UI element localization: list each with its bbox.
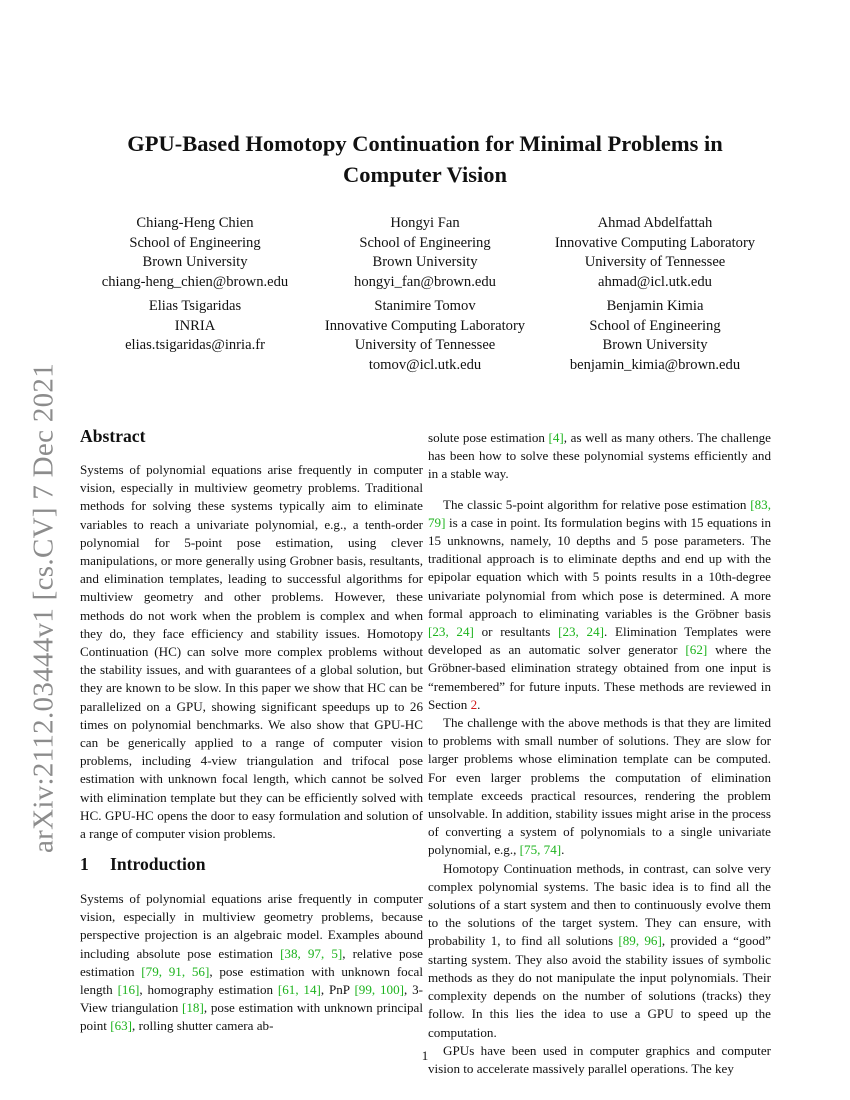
author-tsigaridas	[80, 297, 310, 375]
section-title: Introduction	[110, 854, 206, 874]
author-row-1	[80, 214, 770, 292]
page-number: 1	[421, 1048, 429, 1063]
citation-link[interactable]: [63]	[110, 1018, 133, 1034]
text-run: where the Gröbner-based elimination strategy obtained from one input is “remembered” for future inputs. These methods are reviewed in Section	[428, 642, 772, 712]
text-run: The challenge with the above methods is that they are limited to problems with small number of solutions. They are slow for larger problems whose elimination template can be computed. For even larger problems the computation of elimination template exceeds practical resources, rendering the problem unsolvable. In addition, stability issues might arise in the process of converting a system of polynomials to a single univariate polynomial, e.g.,	[428, 715, 771, 858]
paragraph-homotopy	[428, 860, 771, 1042]
author-row-2	[80, 297, 770, 375]
citation-link[interactable]: [23, 24]	[428, 624, 474, 640]
citation-link[interactable]: [62]	[685, 642, 708, 658]
text-run: , 3-View triangulation	[80, 982, 423, 1016]
author-email: chiang-heng_chien@brown.edu	[101, 273, 289, 290]
citation-link[interactable]: [89, 96]	[618, 933, 662, 949]
paragraph-5-point	[428, 496, 771, 714]
text-run: . Elimination Templates were developed as an automatic solver generator	[428, 624, 771, 658]
citation-link[interactable]: [16]	[117, 982, 140, 998]
text-run: , pose estimation with unknown focal length	[80, 963, 423, 998]
author-name: Chiang-Heng Chien	[136, 215, 254, 231]
text-run: .	[477, 696, 481, 712]
author-kimia	[540, 297, 770, 375]
author-email: benjamin_kimia@brown.edu	[569, 356, 741, 373]
text-run: , provided a “good” starting system. They also avoid the stability issues of symbolic methods as they do not manipulate the input polynomials. Their complexity depends on the number of solutions (tracks) they follow. In this lies the idea to use a GPU to speed up the computation.	[428, 933, 771, 1040]
author-institution: Brown University	[602, 337, 708, 353]
author-name: Ahmad Abdelfattah	[597, 215, 713, 231]
author-email: ahmad@icl.utk.edu	[598, 273, 712, 290]
section-link[interactable]: 2	[470, 696, 478, 712]
continued-paragraph	[428, 429, 771, 484]
author-block	[80, 214, 770, 375]
introduction-body	[80, 890, 423, 1036]
author-fan	[310, 214, 540, 292]
author-affiliation: School of Engineering	[359, 234, 491, 251]
author-name: Hongyi Fan	[390, 215, 460, 231]
author-email: tomov@icl.utk.edu	[368, 356, 482, 373]
text-run: Systems of polynomial equations arise frequently in computer vision, especially in multiview geometry problems, because perspective projection is an algebraic model. Examples abound including absolute pose estimation	[80, 891, 423, 961]
author-tomov	[310, 297, 540, 375]
text-run: , PnP	[320, 982, 350, 998]
text-run: is a case in point. Its formulation begins with 15 equations in 15 unknowns, namely, 10 depths and 5 pose parameters. The traditional approach is to eliminate depths and end up with the epipolar equation which with 5 points results in a 10th-degree univariate polynomial from which pose is determined. A more formal approach to eliminating variables is the Gröbner basis	[428, 514, 772, 621]
text-run: solute pose estimation	[428, 430, 545, 445]
author-affiliation: School of Engineering	[129, 234, 261, 251]
author-affiliation: INRIA	[174, 317, 216, 334]
citation-link[interactable]: [83, 79]	[428, 496, 771, 530]
paragraph-gap	[428, 484, 771, 496]
author-affiliation: Innovative Computing Laboratory	[554, 234, 756, 251]
text-run: Homotopy Continuation methods, in contrast, can solve very complex polynomial systems. The basic idea is to find all the solutions of a start system and then to continuously evolve them to the solutions of the target system. They can ensure, with probability 1, to find all solutions	[428, 860, 771, 949]
arxiv-identifier: arXiv:2112.03444v1 [cs.CV] 7 Dec 2021	[27, 362, 60, 854]
abstract-body	[80, 461, 423, 843]
author-email: elias.tsigaridas@inria.fr	[125, 337, 265, 353]
citation-link[interactable]: [4]	[548, 430, 564, 445]
abstract-heading: Abstract	[80, 426, 146, 446]
section-number: 1	[80, 854, 89, 874]
citation-link[interactable]: [79, 91, 56]	[141, 963, 210, 979]
author-name: Stanimire Tomov	[374, 298, 476, 314]
text-run: , pose estimation with unknown principal point	[80, 1000, 423, 1034]
author-institution: University of Tennessee	[354, 337, 496, 353]
citation-link[interactable]: [99, 100]	[354, 982, 404, 998]
text-run: GPUs have been used in computer graphics and computer vision to accelerate massively parallel operations. The key	[428, 1042, 771, 1076]
paragraph-challenge	[428, 714, 771, 860]
author-name: Elias Tsigaridas	[148, 298, 242, 314]
text-run: The classic 5-point algorithm for relative pose estimation	[443, 496, 747, 512]
citation-link[interactable]: [38, 97, 5]	[280, 945, 343, 961]
author-institution: Brown University	[142, 254, 248, 270]
author-abdelfattah	[540, 214, 770, 292]
text-run: , homography estimation	[139, 982, 274, 998]
author-email: hongyi_fan@brown.edu	[354, 273, 496, 290]
text-run: or resultants	[481, 624, 551, 640]
citation-link[interactable]: [75, 74]	[519, 842, 562, 858]
text-run: , rolling shutter camera ab-	[132, 1018, 274, 1034]
text-run: , relative pose estimation	[80, 945, 423, 979]
right-column	[428, 429, 771, 1078]
author-institution: Brown University	[372, 254, 478, 270]
text-run: .	[561, 842, 565, 858]
author-name: Benjamin Kimia	[606, 298, 704, 314]
author-affiliation: Innovative Computing Laboratory	[324, 317, 526, 334]
author-institution: University of Tennessee	[584, 254, 726, 270]
citation-link[interactable]: [18]	[182, 1000, 204, 1016]
introduction-heading	[80, 854, 206, 875]
paper-title: GPU-Based Homotopy Continuation for Minimal Problems in Computer Vision	[127, 131, 723, 187]
author-chien	[80, 214, 310, 292]
abstract-text: Systems of polynomial equations arise frequently in computer vision, especially in multiview geometry problems. Traditional methods for solving these systems typically aim to eliminate variables to reach a univariate polynomial, e.g., a tenth-order polynomial for 5-point pose estimation, using clever manipulations, or more generally using Grobner basis, resultants, and elimination templates, leading to successful algorithms for multiview geometry and other problems. However, these methods do not work when the problem is complex and when they do, they face efficiency and stability issues. Homotopy Continuation (HC) can solve more complex problems without the stability issues, and with guarantees of a global solution, but they are known to be slow. In this paper we show that HC can be parallelized on a GPU, showing significant speedups up to 26 times on polynomial benchmarks. We also show that GPU-HC can be generically applied to a range of computer vision problems, including 4-view triangulation and trifocal pose estimation with unknown focal length, which cannot be solved with elimination template but they can be efficiently solved with HC. GPU-HC opens the door to easy formulation and solution of a range of computer vision problems.	[80, 462, 423, 842]
author-affiliation: School of Engineering	[589, 317, 721, 334]
text-run: , as well as many others. The challenge has been how to solve these polynomial systems efficiently and in a stable way.	[428, 430, 771, 482]
citation-link[interactable]: [23, 24]	[558, 624, 604, 640]
intro-paragraph-1	[80, 890, 423, 1036]
citation-link[interactable]: [61, 14]	[277, 982, 321, 998]
